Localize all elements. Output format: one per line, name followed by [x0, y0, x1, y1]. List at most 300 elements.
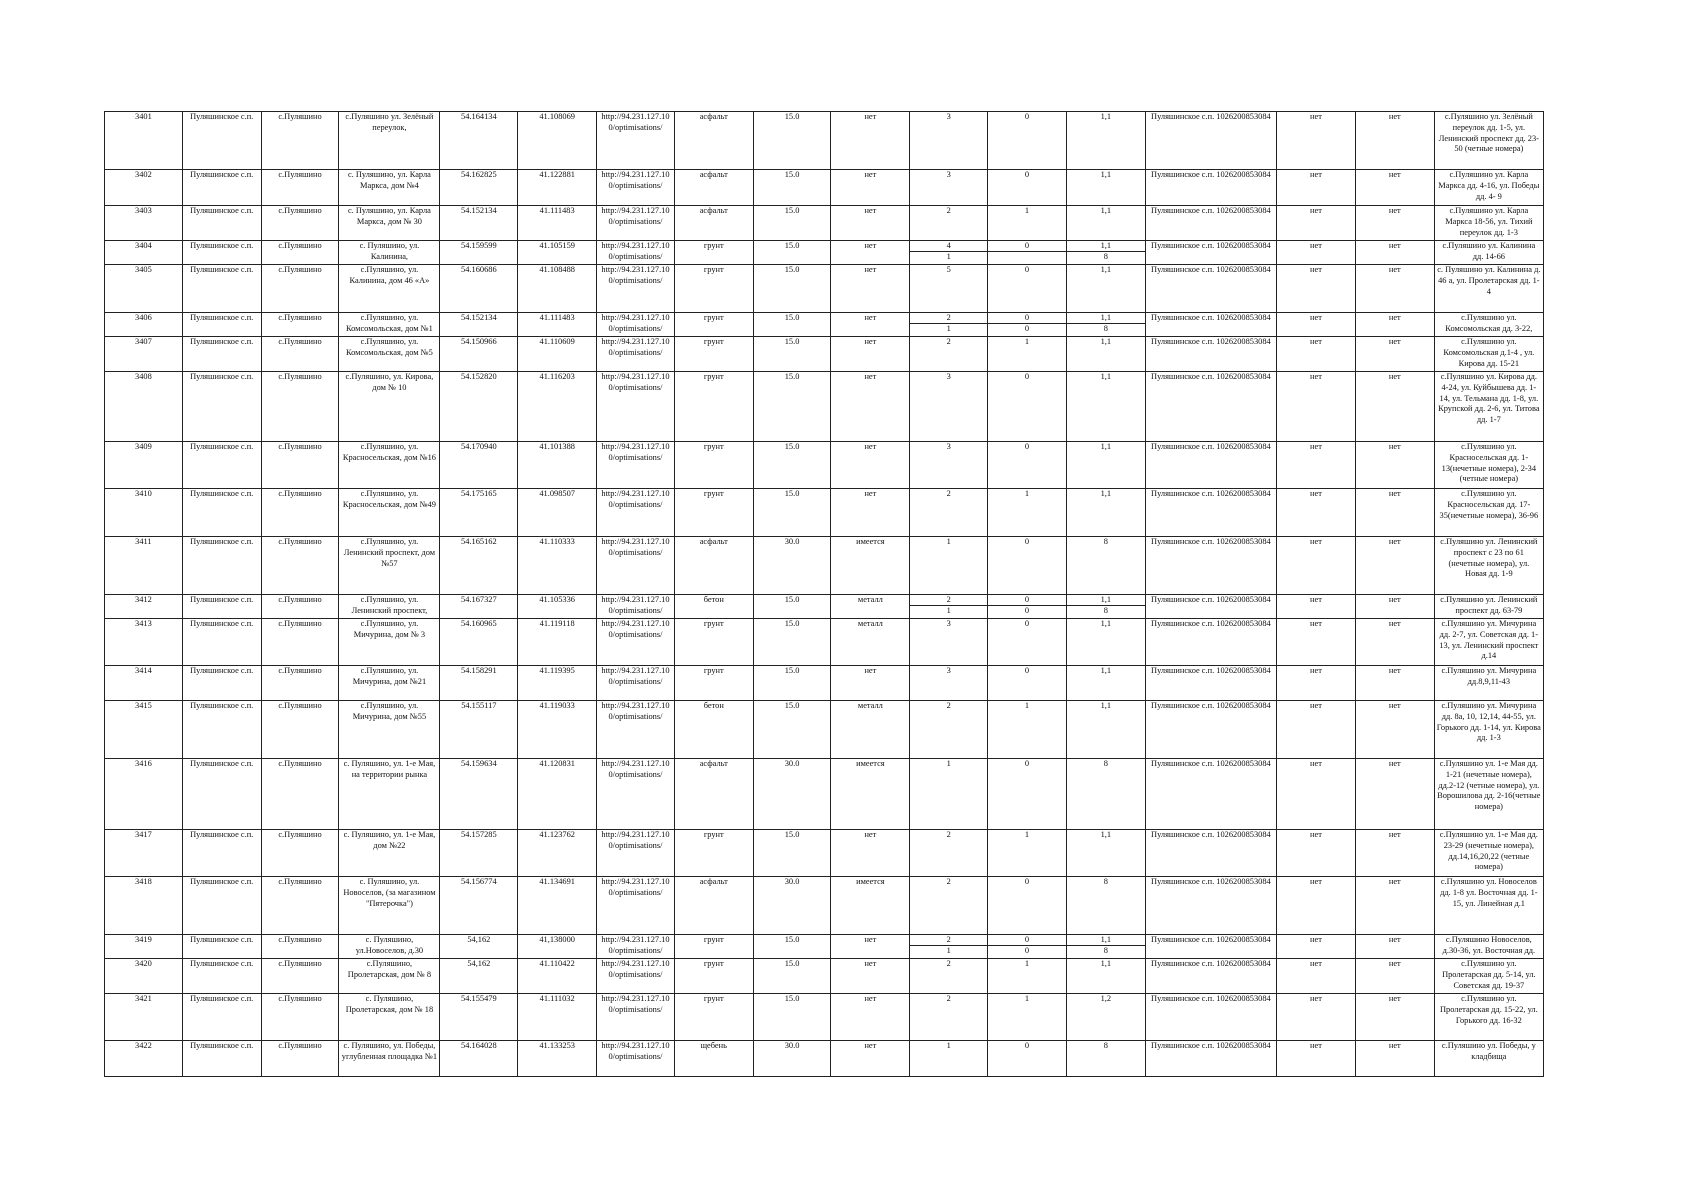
cell-url: http://94.231.127.10 0/optimisations/	[597, 112, 675, 170]
sub-value: 0	[1024, 877, 1030, 886]
cell-served-addresses: с.Пуляшино ул. Пролетарская дд. 5-14, ул. Советская дд. 19-37	[1434, 959, 1543, 994]
sub-value: 1,1	[1067, 313, 1145, 324]
cell-container-count-2	[988, 537, 1067, 595]
cell-owner: Пуляшинское с.п. 1026200853084	[1145, 830, 1276, 877]
sub-value: 1,1	[1100, 959, 1112, 968]
cell-container-count-2	[988, 1041, 1067, 1077]
sub-value: 2	[946, 994, 951, 1003]
cell-container-count-2	[988, 619, 1067, 666]
cell-id: 3421	[105, 994, 183, 1041]
sub-value: 8	[1103, 877, 1108, 886]
cell-owner: Пуляшинское с.п. 1026200853084	[1145, 701, 1276, 759]
cell-id: 3402	[105, 170, 183, 206]
cell-flag-2: нет	[1355, 1041, 1434, 1077]
cell-locality: с.Пуляшино	[261, 759, 339, 830]
sub-value: 1	[946, 759, 951, 768]
cell-fence: нет	[831, 442, 910, 489]
cell-flag-1: нет	[1277, 759, 1356, 830]
cell-surface: грунт	[674, 666, 753, 701]
cell-flag-2: нет	[1355, 877, 1434, 935]
cell-served-addresses: с.Пуляшино ул. 1-е Мая дд. 23-29 (нечетные номера), дд.14,16,20,22 (четные номера)	[1434, 830, 1543, 877]
sub-value: 3	[946, 442, 951, 451]
sub-value: 1	[1024, 994, 1030, 1003]
cell-area: 30.0	[753, 759, 831, 830]
cell-address: с.Пуляшино, ул. Комсомольская, дом №1	[339, 313, 440, 337]
cell-url: http://94.231.127.10 0/optimisations/	[597, 442, 675, 489]
cell-container-count-1	[910, 442, 988, 489]
cell-container-count-2	[988, 442, 1067, 489]
sub-value: 0	[1024, 372, 1030, 381]
sub-value: 0	[1024, 759, 1030, 768]
cell-id: 3410	[105, 489, 183, 537]
cell-settlement: Пуляшинское с.п.	[182, 112, 261, 170]
cell-longitude: 41.111483	[518, 313, 597, 337]
cell-owner: Пуляшинское с.п. 1026200853084	[1145, 170, 1276, 206]
cell-container-count-2	[988, 959, 1067, 994]
cell-container-count-1	[910, 265, 988, 313]
cell-url: http://94.231.127.10 0/optimisations/	[597, 595, 675, 619]
cell-locality: с.Пуляшино	[261, 935, 339, 959]
sub-value: 2	[946, 830, 951, 839]
cell-latitude: 54.162825	[440, 170, 518, 206]
cell-container-count-3	[1066, 1041, 1145, 1077]
cell-fence: металл	[831, 595, 910, 619]
cell-longitude: 41.119118	[518, 619, 597, 666]
cell-container-count-1	[910, 489, 988, 537]
cell-longitude: 41.119395	[518, 666, 597, 701]
sub-value: 0	[988, 241, 1066, 252]
cell-latitude: 54.155479	[440, 994, 518, 1041]
cell-locality: с.Пуляшино	[261, 313, 339, 337]
cell-fence: нет	[831, 1041, 910, 1077]
cell-container-count-3	[1066, 701, 1145, 759]
cell-container-count-1	[910, 241, 988, 265]
cell-url: http://94.231.127.10 0/optimisations/	[597, 337, 675, 372]
sub-value: 8	[1103, 946, 1108, 955]
cell-url: http://94.231.127.10 0/optimisations/	[597, 830, 675, 877]
sub-value: 2	[946, 959, 951, 968]
cell-container-count-3	[1066, 170, 1145, 206]
cell-surface: грунт	[674, 619, 753, 666]
cell-address: с.Пуляшино, ул. Комсомольская, дом №5	[339, 337, 440, 372]
cell-surface: грунт	[674, 830, 753, 877]
cell-locality: с.Пуляшино	[261, 372, 339, 442]
sites-table	[104, 111, 1544, 1077]
cell-container-count-2	[988, 206, 1067, 241]
sub-value: 1,1	[1100, 830, 1112, 839]
cell-id: 3408	[105, 372, 183, 442]
cell-served-addresses: с.Пуляшино ул. Красносельская дд. 1-13(нечетные номера), 2-34 (четные номера)	[1434, 442, 1543, 489]
cell-flag-1: нет	[1277, 1041, 1356, 1077]
cell-flag-2: нет	[1355, 265, 1434, 313]
cell-container-count-2	[988, 759, 1067, 830]
cell-fence: нет	[831, 994, 910, 1041]
cell-settlement: Пуляшинское с.п.	[182, 1041, 261, 1077]
cell-surface: грунт	[674, 994, 753, 1041]
cell-id: 3409	[105, 442, 183, 489]
cell-served-addresses: с.Пуляшино ул. Ленинский проспект дд. 63-79	[1434, 595, 1543, 619]
cell-area: 15.0	[753, 112, 831, 170]
cell-flag-1: нет	[1277, 935, 1356, 959]
sub-value: 0	[988, 313, 1066, 324]
cell-url: http://94.231.127.10 0/optimisations/	[597, 666, 675, 701]
cell-settlement: Пуляшинское с.п.	[182, 489, 261, 537]
table-row	[105, 206, 1544, 241]
cell-owner: Пуляшинское с.п. 1026200853084	[1145, 759, 1276, 830]
sub-value: 0	[1024, 112, 1030, 121]
cell-flag-2: нет	[1355, 935, 1434, 959]
cell-address: с. Пуляшино, ул. 1-е Мая, на территории рынка	[339, 759, 440, 830]
cell-container-count-1	[910, 619, 988, 666]
cell-container-count-2	[988, 830, 1067, 877]
cell-latitude: 54.165162	[440, 537, 518, 595]
cell-container-count-2	[988, 877, 1067, 935]
table-row	[105, 241, 1544, 265]
cell-locality: с.Пуляшино	[261, 1041, 339, 1077]
cell-url: http://94.231.127.10 0/optimisations/	[597, 489, 675, 537]
cell-id: 3417	[105, 830, 183, 877]
cell-flag-2: нет	[1355, 337, 1434, 372]
cell-surface: грунт	[674, 489, 753, 537]
cell-settlement: Пуляшинское с.п.	[182, 170, 261, 206]
cell-flag-1: нет	[1277, 170, 1356, 206]
cell-served-addresses: с.Пуляшино ул. Мичурина дд. 2-7, ул. Советская дд. 1-13, ул. Ленинский проспект д.14	[1434, 619, 1543, 666]
cell-locality: с.Пуляшино	[261, 830, 339, 877]
cell-surface: грунт	[674, 265, 753, 313]
cell-address: с. Пуляшино, ул. Карла Маркса, дом №4	[339, 170, 440, 206]
cell-owner: Пуляшинское с.п. 1026200853084	[1145, 489, 1276, 537]
cell-id: 3418	[105, 877, 183, 935]
cell-surface: асфальт	[674, 170, 753, 206]
cell-url: http://94.231.127.10 0/optimisations/	[597, 372, 675, 442]
cell-address: с. Пуляшино, Пролетарская, дом № 18	[339, 994, 440, 1041]
cell-address: с.Пуляшино ул. Зелёный переулок,	[339, 112, 440, 170]
cell-area: 15.0	[753, 959, 831, 994]
cell-flag-2: нет	[1355, 372, 1434, 442]
cell-container-count-3	[1066, 619, 1145, 666]
cell-container-count-3	[1066, 265, 1145, 313]
table-row	[105, 265, 1544, 313]
table-row	[105, 537, 1544, 595]
cell-surface: асфальт	[674, 206, 753, 241]
cell-fence: имеется	[831, 877, 910, 935]
cell-longitude: 41.105336	[518, 595, 597, 619]
cell-settlement: Пуляшинское с.п.	[182, 241, 261, 265]
cell-served-addresses: с.Пуляшино ул. Зелёный переулок дд. 1-5, ул. Ленинский проспект дд. 23-50 (четные номера)	[1434, 112, 1543, 170]
cell-served-addresses: с.Пуляшино ул. Пролетарская дд. 15-22, ул. Горького дд. 16-32	[1434, 994, 1543, 1041]
sub-value: 8	[1103, 759, 1108, 768]
cell-area: 15.0	[753, 241, 831, 265]
table-row	[105, 372, 1544, 442]
cell-address: с. Пуляшино, ул. Новоселов, (за магазином "Пятерочка")	[339, 877, 440, 935]
cell-flag-1: нет	[1277, 537, 1356, 595]
sub-value: 0	[988, 935, 1066, 946]
cell-flag-1: нет	[1277, 666, 1356, 701]
cell-id: 3407	[105, 337, 183, 372]
cell-flag-1: нет	[1277, 877, 1356, 935]
cell-url: http://94.231.127.10 0/optimisations/	[597, 241, 675, 265]
table-row	[105, 619, 1544, 666]
cell-container-count-2	[988, 313, 1067, 337]
cell-fence: нет	[831, 265, 910, 313]
table-row	[105, 595, 1544, 619]
cell-flag-2: нет	[1355, 241, 1434, 265]
sub-value: 8	[1103, 324, 1108, 333]
cell-locality: с.Пуляшино	[261, 959, 339, 994]
cell-area: 15.0	[753, 206, 831, 241]
cell-container-count-3	[1066, 537, 1145, 595]
cell-area: 15.0	[753, 619, 831, 666]
sub-value: 1	[1024, 830, 1030, 839]
sub-value: 1	[946, 252, 951, 261]
sub-value: 1	[1024, 337, 1030, 346]
cell-settlement: Пуляшинское с.п.	[182, 537, 261, 595]
cell-owner: Пуляшинское с.п. 1026200853084	[1145, 994, 1276, 1041]
cell-container-count-2	[988, 935, 1067, 959]
sub-value: 2	[946, 489, 951, 498]
cell-surface: бетон	[674, 595, 753, 619]
table-row	[105, 1041, 1544, 1077]
table-row	[105, 313, 1544, 337]
cell-container-count-1	[910, 1041, 988, 1077]
cell-fence: нет	[831, 206, 910, 241]
cell-area: 15.0	[753, 170, 831, 206]
sub-value: 3	[946, 666, 951, 675]
cell-served-addresses: с.Пуляшино ул. Мичурина дд.8,9,11-43	[1434, 666, 1543, 701]
cell-address: с.Пуляшино, ул. Калинина, дом 46 «А»	[339, 265, 440, 313]
cell-served-addresses: с.Пуляшино ул. Красносельская дд. 17-35(нечетные номера), 36-96	[1434, 489, 1543, 537]
cell-area: 15.0	[753, 313, 831, 337]
cell-flag-1: нет	[1277, 489, 1356, 537]
cell-owner: Пуляшинское с.п. 1026200853084	[1145, 959, 1276, 994]
cell-surface: грунт	[674, 442, 753, 489]
cell-container-count-2	[988, 701, 1067, 759]
cell-flag-2: нет	[1355, 830, 1434, 877]
cell-owner: Пуляшинское с.п. 1026200853084	[1145, 1041, 1276, 1077]
cell-owner: Пуляшинское с.п. 1026200853084	[1145, 206, 1276, 241]
cell-latitude: 54.157285	[440, 830, 518, 877]
cell-container-count-3	[1066, 442, 1145, 489]
cell-latitude: 54.164028	[440, 1041, 518, 1077]
cell-flag-2: нет	[1355, 170, 1434, 206]
cell-longitude: 41.101388	[518, 442, 597, 489]
cell-settlement: Пуляшинское с.п.	[182, 337, 261, 372]
sub-value: 2	[910, 595, 987, 606]
cell-address: с.Пуляшино, ул. Красносельская, дом №49	[339, 489, 440, 537]
table-row	[105, 759, 1544, 830]
cell-flag-1: нет	[1277, 442, 1356, 489]
cell-container-count-3	[1066, 935, 1145, 959]
cell-container-count-1	[910, 759, 988, 830]
cell-served-addresses: с.Пуляшино ул. Комсомольская д.1-4 , ул. Кирова дд. 15-21	[1434, 337, 1543, 372]
cell-address: с.Пуляшино, Пролетарская, дом № 8	[339, 959, 440, 994]
cell-longitude: 41.110333	[518, 537, 597, 595]
sub-value: 1	[946, 537, 951, 546]
sub-value: 1,1	[1100, 206, 1112, 215]
cell-surface: грунт	[674, 313, 753, 337]
cell-flag-2: нет	[1355, 537, 1434, 595]
cell-latitude: 54.167327	[440, 595, 518, 619]
cell-container-count-1	[910, 372, 988, 442]
cell-served-addresses: с.Пуляшино ул. Ленинский проспект с 23 по 61 (нечетные номера), ул. Новая дд. 1-9	[1434, 537, 1543, 595]
cell-latitude: 54.150966	[440, 337, 518, 372]
cell-longitude: 41.120831	[518, 759, 597, 830]
cell-url: http://94.231.127.10 0/optimisations/	[597, 935, 675, 959]
cell-settlement: Пуляшинское с.п.	[182, 372, 261, 442]
cell-flag-2: нет	[1355, 759, 1434, 830]
cell-fence: металл	[831, 619, 910, 666]
cell-locality: с.Пуляшино	[261, 619, 339, 666]
cell-url: http://94.231.127.10 0/optimisations/	[597, 537, 675, 595]
cell-fence: нет	[831, 935, 910, 959]
cell-served-addresses: с.Пуляшино ул. Карла Маркса дд. 4-16, ул. Победы дд. 4- 9	[1434, 170, 1543, 206]
cell-flag-2: нет	[1355, 595, 1434, 619]
cell-flag-2: нет	[1355, 489, 1434, 537]
cell-flag-2: нет	[1355, 959, 1434, 994]
cell-address: с.Пуляшино, ул. Мичурина, дом №21	[339, 666, 440, 701]
cell-address: с.Пуляшино, ул. Красносельская, дом №16	[339, 442, 440, 489]
cell-owner: Пуляшинское с.п. 1026200853084	[1145, 241, 1276, 265]
cell-id: 3405	[105, 265, 183, 313]
sub-value: 4	[910, 241, 987, 252]
sub-value	[988, 252, 1066, 262]
cell-longitude: 41.116203	[518, 372, 597, 442]
cell-latitude: 54.158291	[440, 666, 518, 701]
cell-locality: с.Пуляшино	[261, 489, 339, 537]
cell-container-count-2	[988, 265, 1067, 313]
cell-container-count-3	[1066, 666, 1145, 701]
cell-container-count-1	[910, 112, 988, 170]
cell-url: http://94.231.127.10 0/optimisations/	[597, 759, 675, 830]
cell-flag-2: нет	[1355, 112, 1434, 170]
sub-value: 1,1	[1100, 372, 1112, 381]
cell-id: 3403	[105, 206, 183, 241]
cell-flag-1: нет	[1277, 994, 1356, 1041]
cell-surface: грунт	[674, 935, 753, 959]
cell-longitude: 41.133253	[518, 1041, 597, 1077]
cell-fence: нет	[831, 313, 910, 337]
cell-container-count-2	[988, 595, 1067, 619]
cell-served-addresses: с.Пуляшино ул. Кирова дд. 4-24, ул. Куйбышева дд. 1-14, ул. Тельмана дд. 1-8, ул. Крупской дд. 2-6, ул. Титова дд. 1-7	[1434, 372, 1543, 442]
cell-area: 30.0	[753, 877, 831, 935]
cell-locality: с.Пуляшино	[261, 595, 339, 619]
cell-container-count-3	[1066, 595, 1145, 619]
table-row	[105, 489, 1544, 537]
cell-container-count-1	[910, 994, 988, 1041]
sub-value: 1	[1024, 489, 1030, 498]
cell-owner: Пуляшинское с.п. 1026200853084	[1145, 265, 1276, 313]
cell-flag-2: нет	[1355, 442, 1434, 489]
cell-id: 3414	[105, 666, 183, 701]
cell-id: 3411	[105, 537, 183, 595]
cell-owner: Пуляшинское с.п. 1026200853084	[1145, 595, 1276, 619]
sub-value: 0	[1024, 537, 1030, 546]
cell-owner: Пуляшинское с.п. 1026200853084	[1145, 537, 1276, 595]
cell-area: 15.0	[753, 595, 831, 619]
cell-fence: нет	[831, 241, 910, 265]
cell-area: 15.0	[753, 372, 831, 442]
cell-locality: с.Пуляшино	[261, 994, 339, 1041]
cell-container-count-2	[988, 489, 1067, 537]
cell-container-count-3	[1066, 959, 1145, 994]
cell-fence: нет	[831, 830, 910, 877]
cell-served-addresses: с.Пуляшино ул. Калинина дд. 14-66	[1434, 241, 1543, 265]
cell-locality: с.Пуляшино	[261, 170, 339, 206]
cell-served-addresses: с.Пуляшино ул. Новоселов дд. 1-8 ул. Восточная дд. 1-15, ул. Линейная д.1	[1434, 877, 1543, 935]
cell-surface: щебень	[674, 1041, 753, 1077]
cell-surface: бетон	[674, 701, 753, 759]
cell-surface: грунт	[674, 372, 753, 442]
cell-area: 15.0	[753, 935, 831, 959]
sub-value: 2	[946, 701, 951, 710]
sub-value: 0	[1024, 442, 1030, 451]
cell-id: 3416	[105, 759, 183, 830]
cell-container-count-1	[910, 935, 988, 959]
sub-value: 2	[910, 935, 987, 946]
cell-container-count-3	[1066, 313, 1145, 337]
table-row	[105, 442, 1544, 489]
cell-url: http://94.231.127.10 0/optimisations/	[597, 619, 675, 666]
cell-latitude: 54.152820	[440, 372, 518, 442]
cell-url: http://94.231.127.10 0/optimisations/	[597, 170, 675, 206]
cell-fence: нет	[831, 337, 910, 372]
sub-value: 0	[988, 595, 1066, 606]
cell-owner: Пуляшинское с.п. 1026200853084	[1145, 666, 1276, 701]
cell-latitude: 54.155117	[440, 701, 518, 759]
sub-value: 3	[946, 619, 951, 628]
cell-served-addresses: с.Пуляшино Новоселов, д.30-36, ул. Восточная дд.	[1434, 935, 1543, 959]
table-row	[105, 994, 1544, 1041]
cell-container-count-2	[988, 170, 1067, 206]
sub-value: 0	[1024, 265, 1030, 274]
cell-longitude: 41.098507	[518, 489, 597, 537]
cell-longitude: 41.110609	[518, 337, 597, 372]
sub-value: 0	[1024, 170, 1030, 179]
cell-container-count-1	[910, 959, 988, 994]
cell-url: http://94.231.127.10 0/optimisations/	[597, 1041, 675, 1077]
cell-locality: с.Пуляшино	[261, 241, 339, 265]
cell-area: 15.0	[753, 337, 831, 372]
cell-id: 3419	[105, 935, 183, 959]
sub-value: 1	[946, 946, 951, 955]
sub-value: 1	[1024, 701, 1030, 710]
cell-longitude: 41.110422	[518, 959, 597, 994]
table-row	[105, 935, 1544, 959]
cell-latitude: 54.152134	[440, 206, 518, 241]
cell-fence: нет	[831, 372, 910, 442]
cell-address: с. Пуляшино, ул. Калинина,	[339, 241, 440, 265]
cell-url: http://94.231.127.10 0/optimisations/	[597, 877, 675, 935]
cell-id: 3420	[105, 959, 183, 994]
cell-url: http://94.231.127.10 0/optimisations/	[597, 959, 675, 994]
cell-longitude: 41.111032	[518, 994, 597, 1041]
cell-fence: имеется	[831, 537, 910, 595]
cell-container-count-3	[1066, 489, 1145, 537]
cell-settlement: Пуляшинское с.п.	[182, 877, 261, 935]
cell-longitude: 41.134691	[518, 877, 597, 935]
cell-settlement: Пуляшинское с.п.	[182, 830, 261, 877]
cell-container-count-1	[910, 313, 988, 337]
cell-owner: Пуляшинское с.п. 1026200853084	[1145, 372, 1276, 442]
cell-id: 3415	[105, 701, 183, 759]
cell-container-count-2	[988, 994, 1067, 1041]
cell-locality: с.Пуляшино	[261, 206, 339, 241]
cell-address: с. Пуляшино, ул. Победы, углубленная площадка №1	[339, 1041, 440, 1077]
cell-container-count-3	[1066, 877, 1145, 935]
cell-fence: металл	[831, 701, 910, 759]
sub-value: 1,1	[1067, 595, 1145, 606]
cell-owner: Пуляшинское с.п. 1026200853084	[1145, 935, 1276, 959]
